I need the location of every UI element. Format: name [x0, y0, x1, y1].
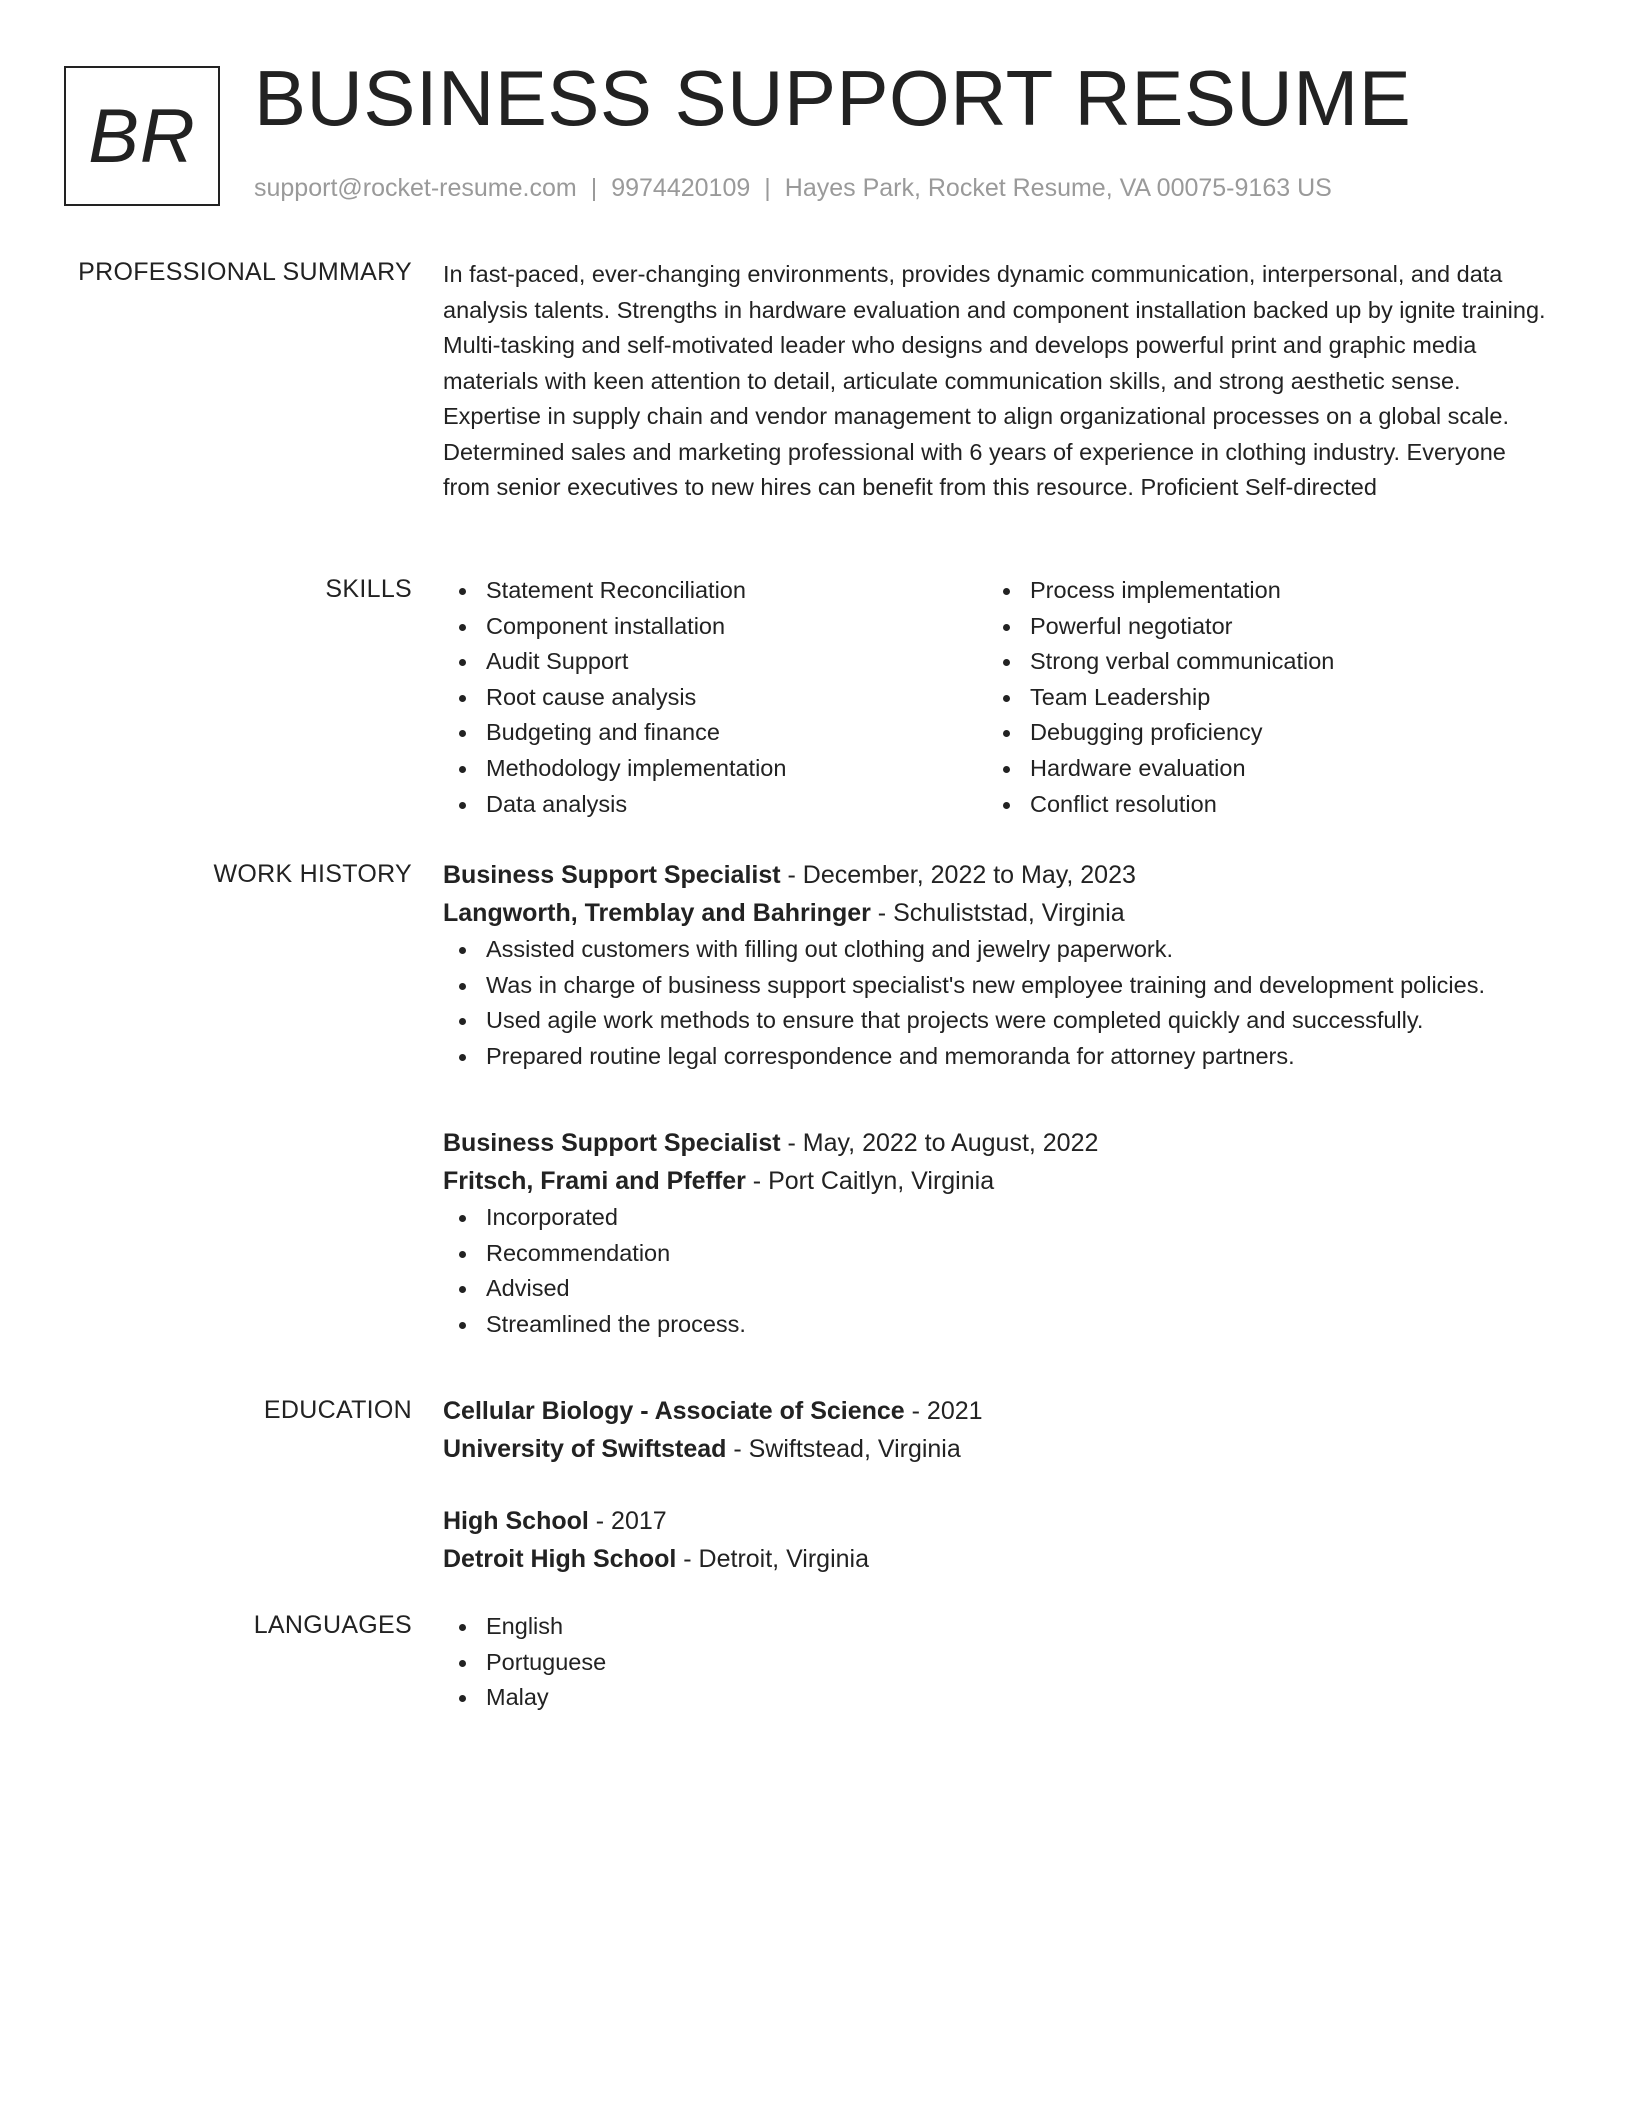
degree-name: High School [443, 1507, 589, 1535]
school-name: Detroit High School [443, 1545, 677, 1573]
duty-item: Advised [443, 1271, 1553, 1307]
summary-text: In fast-paced, ever-changing environments, provides dynamic communication, interpersonal, and data analysis talents. Strengths in hardware evaluation and component installation backed up by ignite training. Multi-tasking and self-motivated leader who designs and develops powerful print and graphic media materials with keen attention to detail, articulate communication skills, and strong aesthetic sense. Expertise in supply chain and vendor management to align organizational processes on a global scale. Determined sales and marketing professional with 6 years of experience in clothing industry. Everyone from senior executives to new hires can benefit from this resource. Proficient Self-directed [443, 261, 1546, 500]
job-company-line [443, 1162, 1553, 1200]
degree-name: Cellular Biology - Associate of Science [443, 1397, 905, 1425]
school-line [443, 1540, 1553, 1578]
language-item: Portuguese [443, 1645, 1553, 1681]
monogram-logo: BR [64, 66, 220, 206]
skill-item: Powerful negotiator [987, 609, 1531, 645]
degree-line [443, 1502, 1553, 1540]
languages-bullets [443, 1609, 1553, 1716]
language-item: English [443, 1609, 1553, 1645]
job-location: - Port Caitlyn, Virginia [745, 1167, 995, 1195]
skill-item: Statement Reconciliation [443, 573, 987, 609]
school-name: University of Swiftstead [443, 1435, 727, 1463]
duty-item: Used agile work methods to ensure that projects were completed quickly and successfully. [443, 1003, 1553, 1039]
job-company-line [443, 894, 1553, 932]
skill-item: Component installation [443, 609, 987, 645]
school-location: - Detroit, Virginia [676, 1545, 869, 1573]
duty-item: Incorporated [443, 1200, 1553, 1236]
summary-heading: PROFESSIONAL SUMMARY [78, 258, 412, 286]
education-heading: EDUCATION [263, 1396, 412, 1424]
skill-item: Strong verbal communication [987, 644, 1531, 680]
skill-item: Data analysis [443, 787, 987, 823]
skills-column-right [987, 573, 1531, 822]
job-entry [443, 1124, 1553, 1342]
languages-list [443, 1609, 1553, 1716]
work-history-heading: WORK HISTORY [213, 860, 412, 888]
skill-item: Root cause analysis [443, 680, 987, 716]
job-duties [443, 1200, 1553, 1342]
school-line [443, 1430, 1553, 1468]
contact-separator: | [590, 174, 598, 202]
resume-title: BUSINESS SUPPORT RESUME [254, 54, 1412, 142]
skill-item: Audit Support [443, 644, 987, 680]
job-title-line [443, 1124, 1553, 1162]
language-item: Malay [443, 1680, 1553, 1716]
duty-item: Was in charge of business support specialist's new employee training and development policies. [443, 968, 1553, 1004]
duty-item: Recommendation [443, 1236, 1553, 1272]
job-title-line [443, 856, 1553, 894]
skill-item: Debugging proficiency [987, 715, 1531, 751]
job-title: Business Support Specialist [443, 861, 781, 889]
duty-item: Prepared routine legal correspondence and memoranda for attorney partners. [443, 1039, 1553, 1075]
skill-item: Conflict resolution [987, 787, 1531, 823]
job-location: - Schuliststad, Virginia [870, 899, 1125, 927]
contact-separator: | [764, 174, 771, 202]
skill-item: Methodology implementation [443, 751, 987, 787]
contact-phone: 9974420109 [611, 174, 751, 202]
job-title: Business Support Specialist [443, 1129, 781, 1157]
job-company: Langworth, Tremblay and Bahringer [443, 899, 871, 927]
education-entry [443, 1392, 1553, 1468]
degree-year: - 2021 [904, 1397, 983, 1425]
skills-list [443, 573, 1553, 822]
skills-heading: SKILLS [325, 575, 412, 603]
education-entry [443, 1502, 1553, 1578]
skills-column-left [443, 573, 987, 822]
degree-line [443, 1392, 1553, 1430]
degree-year: - 2017 [588, 1507, 667, 1535]
skill-item: Process implementation [987, 573, 1531, 609]
duty-item: Assisted customers with filling out clothing and jewelry paperwork. [443, 932, 1553, 968]
skill-item: Budgeting and finance [443, 715, 987, 751]
job-dates: - December, 2022 to May, 2023 [780, 861, 1136, 889]
job-company: Fritsch, Frami and Pfeffer [443, 1167, 746, 1195]
contact-line [254, 174, 1332, 203]
school-location: - Swiftstead, Virginia [726, 1435, 961, 1463]
duty-item: Streamlined the process. [443, 1307, 1553, 1343]
languages-heading: LANGUAGES [253, 1611, 412, 1639]
skill-item: Hardware evaluation [987, 751, 1531, 787]
skill-item: Team Leadership [987, 680, 1531, 716]
contact-address: Hayes Park, Rocket Resume, VA 00075-9163 US [784, 174, 1332, 202]
contact-email: support@rocket-resume.com [254, 174, 577, 202]
job-dates: - May, 2022 to August, 2022 [780, 1129, 1099, 1157]
job-entry [443, 856, 1553, 1074]
job-duties [443, 932, 1553, 1074]
